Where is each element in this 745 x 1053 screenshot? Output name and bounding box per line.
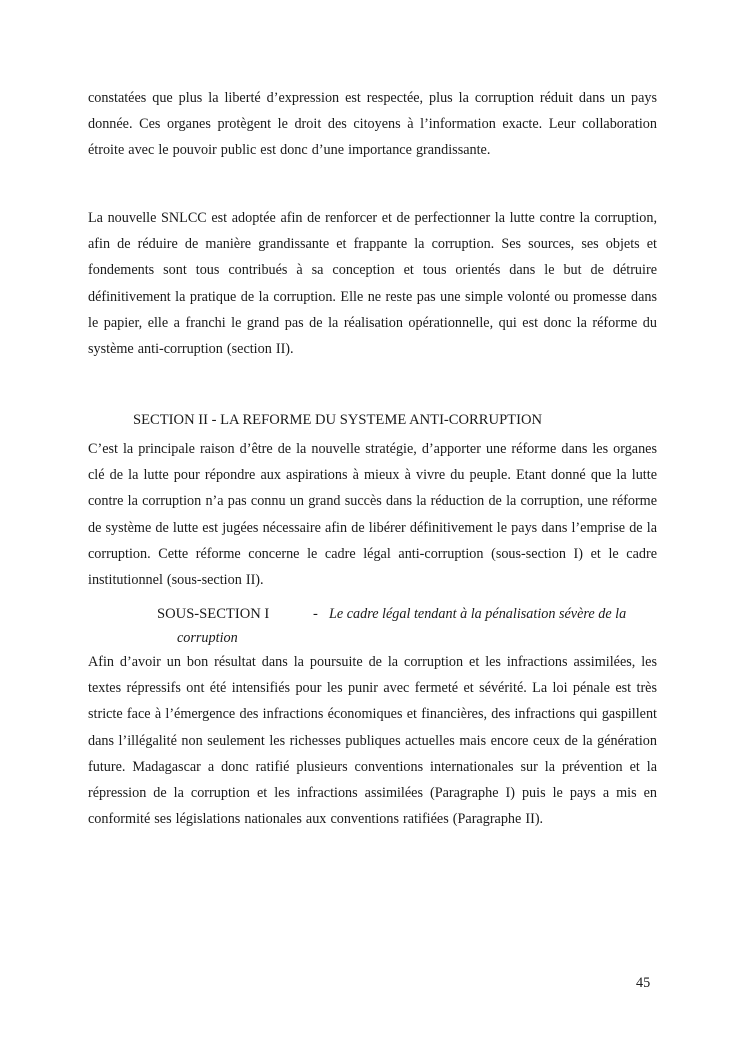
subsection-title: Le cadre légal tendant à la pénalisation sévère de la (329, 606, 627, 622)
page-number: 45 (636, 975, 651, 991)
paragraph-liberte-expression: constatées que plus la liberté d’expression est respectée, plus la corruption réduit dans un pays donnée. Ces organes protègent le droit des citoyens à l’information exacte. Leur collaboration étroite avec le pouvoir public est donc d’une importance grandissante. (88, 90, 657, 159)
paragraph-raison-reforme: C’est la principale raison d’être de la nouvelle stratégie, d’apporter une réforme dans les organes clé de la lutte pour répondre aux aspirations à mieux à vivre du peuple. Etant donné que la lutte contre la corruption n’a pas connu un grand succès dans la réduction de la corruption, une réforme de système de lutte est jugées nécessaire afin de libérer définitivement le pays dans l’emprise de la corruption. Cette réforme concerne le cadre légal anti-corruption (sous-section I) et le cadre institutionnel (sous-section II). (88, 441, 657, 589)
paragraph-snlcc: La nouvelle SNLCC est adoptée afin de renforcer et de perfectionner la lutte contre la corruption, afin de réduire de manière grandissante et frappante la corruption. Ses sources, ses objets et fondements sont tous contribués à sa conception et tous orientés dans le but de détruire définitivement la pratique de la corruption. Elle ne reste pas une simple volonté ou promesse dans le papier, elle a franchi le grand pas de la réalisation opérationnelle, qui est donc la réforme du système anti-corruption (section II). (88, 210, 657, 358)
subsection-label: SOUS-SECTION I (157, 606, 270, 622)
section-heading: SECTION II - LA REFORME DU SYSTEME ANTI-CORRUPTION (133, 412, 543, 428)
subsection-title-continuation: corruption (177, 630, 238, 646)
subsection-dash: - (313, 606, 318, 622)
paragraph-cadre-legal: Afin d’avoir un bon résultat dans la poursuite de la corruption et les infractions assimilées, les textes répressifs ont été intensifiés pour les punir avec fermeté et sévérité. La loi pénale est très stricte face à l’émergence des infractions économiques et financières, des infractions qui gaspillent dans l’illégalité non seulement les richesses publiques actuelles mais encore ceux de la génération future. Madagascar a donc ratifié plusieurs conventions internationales sur la prévention et la répression de la corruption et les infractions assimilées (Paragraphe I) puis le pays a mis en conformité ses législations nationales aux conventions ratifiées (Paragraphe II). (88, 654, 657, 828)
